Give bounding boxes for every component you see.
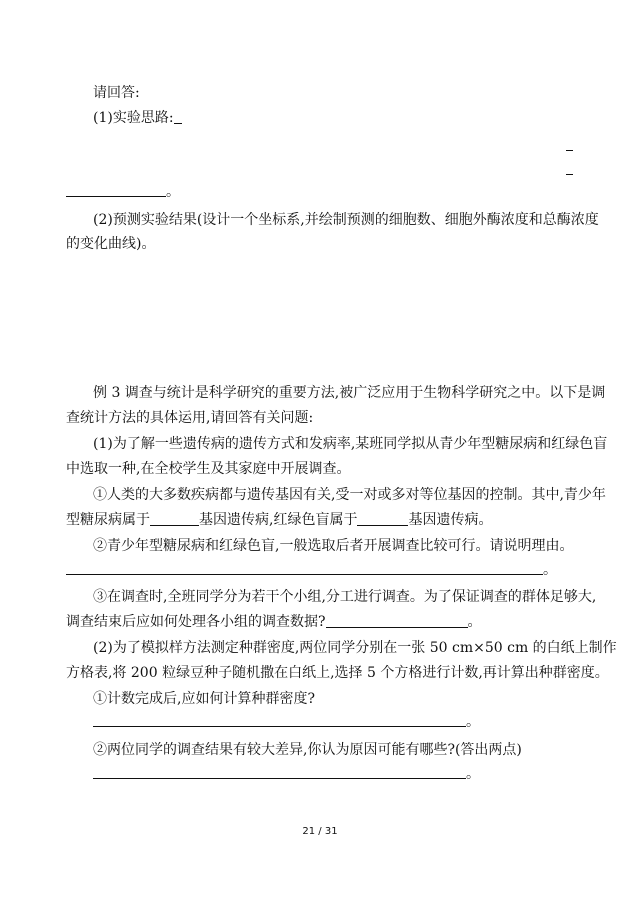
part-1-intro: (1)为了解一些遗传病的遗传方式和发病率,某班同学拟从青少年型糖尿病和红绿色盲	[93, 436, 608, 452]
answer-line[interactable]	[93, 726, 466, 727]
question-2-predict-cont: 的变化曲线)。	[66, 236, 156, 252]
answer-line[interactable]	[66, 574, 543, 575]
line-end-period: 。	[166, 184, 180, 200]
item-2-text: ②青少年型糖尿病和红绿色盲,一般选取后者开展调查比较可行。请说明理由。	[93, 538, 574, 554]
item-3-question-text: 调查结束后应如何处理各小组的调查数据?	[66, 614, 326, 630]
item-3-question	[66, 613, 482, 631]
part-2-item-2: ②两位同学的调查结果有较大差异,你认为原因可能有哪些?(答出两点)	[93, 742, 522, 758]
answer-line-mark	[566, 174, 573, 175]
line-end-period: 。	[466, 714, 480, 730]
prompt-please-answer: 请回答:	[93, 85, 140, 101]
line-end-period: 。	[466, 766, 480, 782]
part-2-intro-cont: 方格表,将 200 粒绿豆种子随机撒在白纸上,选择 5 个方格进行计数,再计算出种群密度。	[66, 665, 609, 681]
question-1-label: (1)实验思路:	[93, 110, 174, 126]
answer-blank[interactable]	[357, 511, 408, 526]
answer-blank[interactable]	[326, 613, 468, 628]
item-1-blanks	[66, 511, 492, 529]
part-2-item-1: ①计数完成后,应如何计算种群密度?	[93, 691, 315, 707]
item-1-part-c: 基因遗传病。	[408, 512, 493, 528]
item-1-part-a: 型糖尿病属于	[66, 512, 150, 528]
item-1-part-b: 基因遗传病,红绿色盲属于	[199, 512, 358, 528]
page-number: 21 / 31	[302, 826, 338, 837]
question-2-predict: (2)预测实验结果(设计一个坐标系,并绘制预测的细胞数、细胞外酶浓度和总酶浓度	[93, 212, 599, 228]
line-end-period: 。	[467, 614, 482, 630]
part-2-intro: (2)为了模拟样方法测定种群密度,两位同学分别在一张 50 cm×50 cm 的白纸上制作	[93, 640, 617, 656]
example-3-intro: 例 3 调查与统计是科学研究的重要方法,被广泛应用于生物科学研究之中。以下是调	[93, 385, 606, 401]
answer-blank-short[interactable]	[174, 109, 182, 124]
answer-line[interactable]	[66, 196, 166, 197]
part-1-intro-cont: 中选取一种,在全校学生及其家庭中开展调查。	[66, 461, 351, 477]
answer-line[interactable]	[93, 778, 466, 779]
answer-line-mark	[566, 150, 573, 151]
line-end-period: 。	[543, 562, 557, 578]
item-1-text: ①人类的大多数疾病都与遗传基因有关,受一对或多对等位基因的控制。其中,青少年	[93, 487, 606, 503]
item-3-text: ③在调查时,全班同学分为若干个小组,分工进行调查。为了保证调查的群体足够大,	[93, 589, 597, 605]
answer-blank[interactable]	[150, 511, 199, 526]
example-3-intro-cont: 查统计方法的具体运用,请回答有关问题:	[66, 410, 314, 426]
question-1-experiment-idea	[93, 109, 182, 127]
